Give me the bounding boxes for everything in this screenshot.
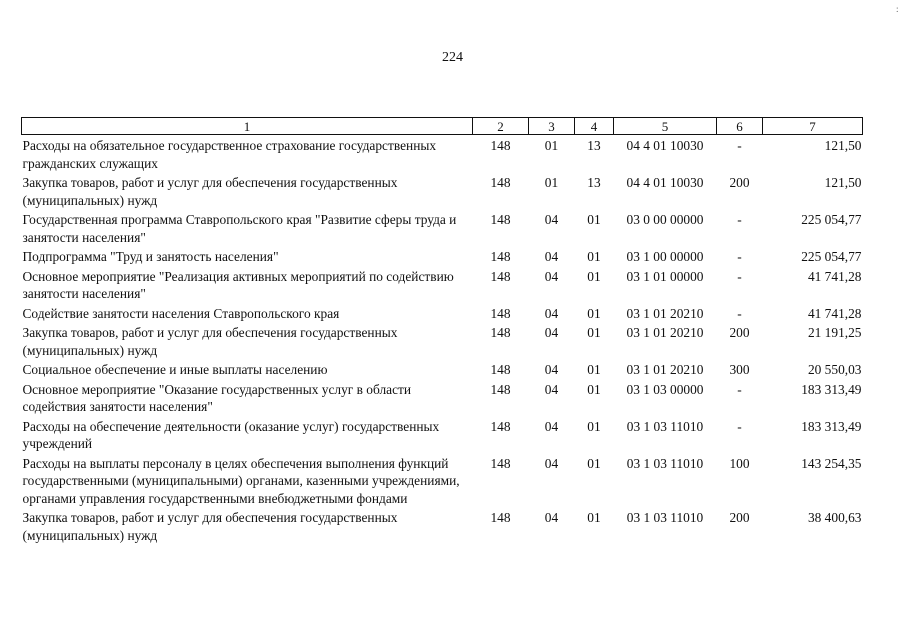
corner-mark: : [896,4,899,14]
amount-cell: 225 054,77 [801,212,862,227]
amount-cell: 21 191,25 [807,325,862,340]
expense-name-cell: Закупка товаров, работ и услуг для обеспечения государственных (муниципальных) нужд [22,510,398,543]
amount-cell: 225 054,77 [801,249,862,264]
table-row [22,209,863,246]
section-code-cell: 04 [544,455,559,471]
subsection-code-cell: 01 [587,455,601,471]
page-number: 224 [442,50,463,65]
subsection-code-cell: 01 [587,510,601,525]
ministry-code-cell: 148 [490,249,511,264]
expense-type-cell: 200 [729,510,750,525]
target-article-cell: 03 1 01 20210 [626,305,704,321]
expense-name-cell: Социальное обеспечение и иные выплаты населению [22,362,328,377]
expense-name-cell: Расходы на обеспечение деятельности (оказание услуг) государственных учреждений [22,418,440,451]
ministry-code-cell: 148 [490,325,511,340]
section-code-cell: 01 [544,138,559,153]
table-row [22,135,863,173]
expense-type-cell: - [737,249,742,264]
target-article-cell: 03 0 00 00000 [626,212,704,227]
subsection-code-cell: 01 [587,325,601,340]
ministry-code-cell: 148 [490,175,511,190]
header-cell: 2 [473,118,529,135]
amount-cell: 143 254,35 [801,455,862,471]
table-row [22,507,863,544]
section-code-cell: 01 [544,175,559,190]
amount-cell: 20 550,03 [807,362,862,377]
expense-type-cell: - [737,138,742,153]
target-article-cell: 03 1 01 00000 [626,268,704,284]
ministry-code-cell: 148 [490,381,511,397]
expense-type-cell: - [737,305,742,321]
amount-cell: 183 313,49 [801,381,862,397]
target-article-cell: 03 1 01 20210 [626,362,704,377]
subsection-code-cell: 01 [587,362,601,377]
target-article-cell: 03 1 03 11010 [626,455,704,471]
section-code-cell: 04 [544,381,559,397]
amount-cell: 183 313,49 [801,418,862,434]
section-code-cell: 04 [544,212,559,227]
expense-type-cell: 200 [729,325,750,340]
expense-name-cell: Расходы на выплаты персоналу в целях обеспечения выполнения функций государственными (муниципальными) органами, казенными учреждениями, органами управления государственными внебюджетными фондами [22,455,460,506]
section-code-cell: 04 [544,362,559,377]
target-article-cell: 04 4 01 10030 [626,175,704,190]
amount-cell: 121,50 [824,138,862,153]
target-article-cell: 03 1 03 00000 [626,381,704,397]
header-cell: 4 [575,118,614,135]
subsection-code-cell: 01 [587,305,601,321]
header-cell: 3 [529,118,575,135]
section-code-cell: 04 [544,325,559,340]
budget-table [21,117,863,544]
ministry-code-cell: 148 [490,510,511,525]
expense-type-cell: 100 [729,455,750,471]
table-row [22,416,863,453]
header-cell: 6 [717,118,763,135]
expense-type-cell: - [737,212,742,227]
table-row [22,266,863,303]
section-code-cell: 04 [544,249,559,264]
header-row [22,118,863,135]
section-code-cell: 04 [544,510,559,525]
expense-name-cell: Содействие занятости населения Ставропольского края [22,305,340,321]
header-cell: 1 [22,118,473,135]
table-row [22,246,863,266]
subsection-code-cell: 01 [587,268,601,284]
table-row [22,453,863,508]
header-cell: 7 [763,118,863,135]
expense-name-cell: Основное мероприятие "Реализация активных мероприятий по содействию занятости населения" [22,268,454,301]
section-code-cell: 04 [544,418,559,434]
target-article-cell: 03 1 00 00000 [626,249,704,264]
ministry-code-cell: 148 [490,362,511,377]
target-article-cell: 03 1 03 11010 [626,418,704,434]
expense-name-cell: Подпрограмма "Труд и занятость населения" [22,249,279,264]
expense-type-cell: - [737,418,742,434]
ministry-code-cell: 148 [490,138,511,153]
expense-name-cell: Закупка товаров, работ и услуг для обеспечения государственных (муниципальных) нужд [22,325,398,358]
subsection-code-cell: 01 [587,212,601,227]
subsection-code-cell: 01 [587,249,601,264]
subsection-code-cell: 01 [587,381,601,397]
expense-name-cell: Государственная программа Ставропольского края "Развитие сферы труда и занятости населения" [22,212,457,245]
table-row [22,303,863,323]
expense-name-cell: Основное мероприятие "Оказание государственных услуг в области содействия занятости населения" [22,381,412,414]
expense-type-cell: 200 [729,175,750,190]
ministry-code-cell: 148 [490,212,511,227]
table-row [22,172,863,209]
subsection-code-cell: 13 [587,175,601,190]
table-row [22,322,863,359]
table-row [22,359,863,379]
target-article-cell: 04 4 01 10030 [626,138,704,153]
table-body [22,135,863,545]
expense-type-cell: 300 [729,362,750,377]
ministry-code-cell: 148 [490,305,511,321]
amount-cell: 38 400,63 [807,510,862,525]
ministry-code-cell: 148 [490,418,511,434]
ministry-code-cell: 148 [490,455,511,471]
table-row [22,379,863,416]
amount-cell: 41 741,28 [807,268,862,284]
section-code-cell: 04 [544,305,559,321]
expense-name-cell: Закупка товаров, работ и услуг для обеспечения государственных (муниципальных) нужд [22,175,398,208]
ministry-code-cell: 148 [490,268,511,284]
subsection-code-cell: 13 [587,138,601,153]
amount-cell: 41 741,28 [807,305,862,321]
expense-type-cell: - [737,268,742,284]
subsection-code-cell: 01 [587,418,601,434]
target-article-cell: 03 1 03 11010 [626,510,704,525]
amount-cell: 121,50 [824,175,862,190]
section-code-cell: 04 [544,268,559,284]
target-article-cell: 03 1 01 20210 [626,325,704,340]
expense-type-cell: - [737,381,742,397]
expense-name-cell: Расходы на обязательное государственное страхование государственных гражданских служащих [22,138,437,171]
header-cell: 5 [614,118,717,135]
